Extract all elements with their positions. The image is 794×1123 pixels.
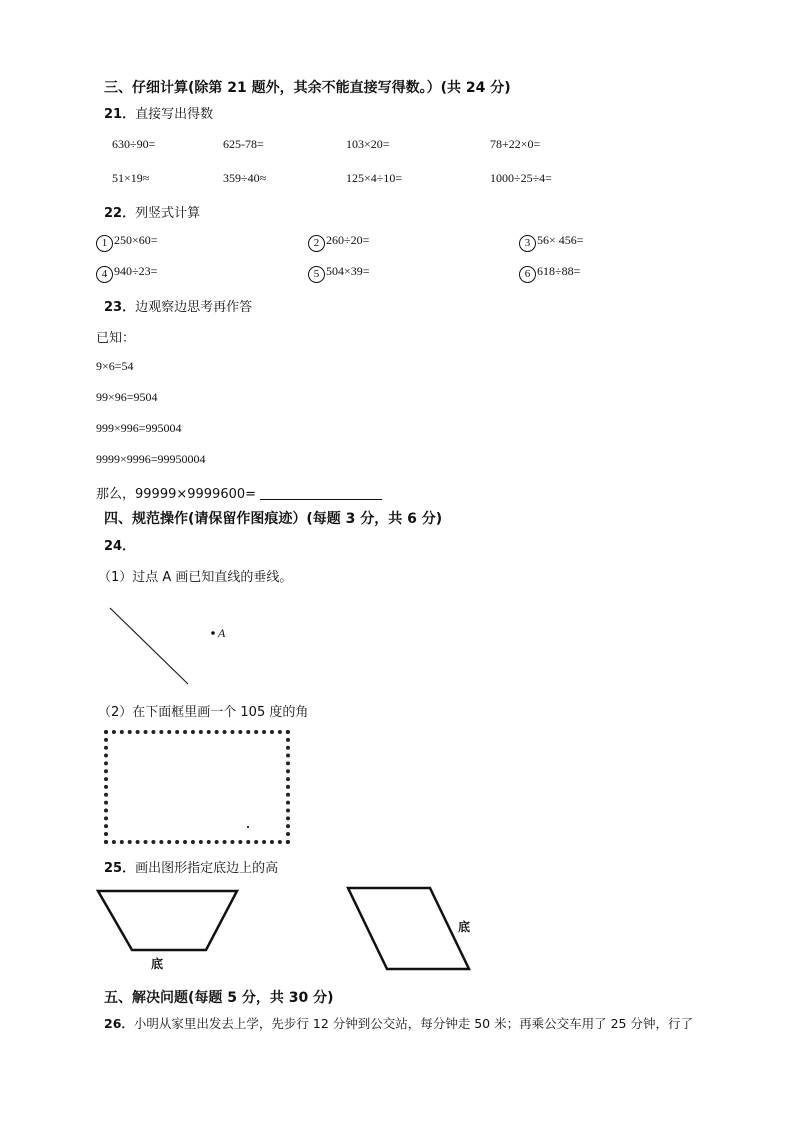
q24-part-1: （1）过点 A 画已知直线的垂线。 xyxy=(98,570,293,585)
q21-r2-c1: 51×19≈ xyxy=(112,171,150,185)
answer-blank[interactable] xyxy=(260,487,382,500)
q21-r1-c4: 78+22×0= xyxy=(490,137,541,151)
q23-line-4: 9999×9996=99950004 xyxy=(96,452,206,466)
q23-question-text: 那么，99999×9999600= xyxy=(96,487,257,502)
q21-r1-c3: 103×20= xyxy=(346,137,390,151)
q22-expr-4: 940÷23= xyxy=(114,264,158,278)
stray-dot xyxy=(247,826,249,828)
q23-question xyxy=(96,483,382,502)
section-5-title: 五、解决问题(每题 5 分，共 30 分) xyxy=(104,990,334,1006)
q23-line-1: 9×6=54 xyxy=(96,359,134,373)
section-4-title: 四、规范操作(请保留作图痕迹）(每题 3 分，共 6 分) xyxy=(104,511,443,527)
q21-heading xyxy=(104,103,213,122)
circled-number-6: 6 xyxy=(519,266,536,283)
q24-number: 24． xyxy=(104,539,136,554)
q21-r2-c2: 359÷40≈ xyxy=(223,171,267,185)
q23-number: 23． xyxy=(104,300,136,315)
angle-drawing-box[interactable] xyxy=(104,730,290,844)
circled-number-2: 2 xyxy=(308,235,325,252)
q22-expr-6: 618÷88= xyxy=(537,264,581,278)
q22-expr-3: 56× 456= xyxy=(537,233,584,247)
q22-item-3 xyxy=(519,233,584,252)
q23-heading xyxy=(104,296,252,315)
q22-number: 22． xyxy=(104,206,136,221)
q23-line-2: 99×96=9504 xyxy=(96,390,158,404)
line-and-point-figure xyxy=(100,600,250,690)
q21-r2-c4: 1000÷25÷4= xyxy=(490,171,552,185)
q23-title: 边观察边思考再作答 xyxy=(135,300,253,315)
trapezoid-base-label: 底 xyxy=(151,957,164,971)
point-a-label: A xyxy=(218,626,226,640)
q22-expr-2: 260÷20= xyxy=(326,233,370,247)
q22-item-4 xyxy=(96,264,157,283)
q24-part-2: （2）在下面框里画一个 105 度的角 xyxy=(98,705,309,720)
q21-title: 直接写出得数 xyxy=(135,107,214,122)
given-line xyxy=(110,608,188,684)
q22-item-1 xyxy=(96,233,158,252)
circled-number-4: 4 xyxy=(96,266,113,283)
circled-number-1: 1 xyxy=(96,235,113,252)
q26-body: 小明从家里出发去上学，先步行 12 分钟到公交站，每分钟走 50 米；再乘公交车用了 25 分钟，行了 xyxy=(133,1016,693,1031)
q22-item-2 xyxy=(308,233,369,252)
q25-number: 25． xyxy=(104,861,136,876)
q25-heading xyxy=(104,857,278,876)
circled-number-5: 5 xyxy=(308,266,325,283)
q21-number: 21． xyxy=(104,107,136,122)
q26-number: 26． xyxy=(104,1016,134,1031)
q23-line-3: 999×996=995004 xyxy=(96,421,182,435)
q22-expr-5: 504×39= xyxy=(326,264,370,278)
q22-heading xyxy=(104,202,200,221)
q21-r2-c3: 125×4÷10= xyxy=(346,171,403,185)
q21-r1-c1: 630÷90= xyxy=(112,137,156,151)
parallelogram-shape xyxy=(348,888,469,969)
section-3-title: 三、仔细计算(除第 21 题外，其余不能直接写得数。）(共 24 分) xyxy=(104,80,511,96)
trapezoid-shape xyxy=(98,891,237,950)
parallelogram-base-label: 底 xyxy=(458,920,471,934)
circled-number-3: 3 xyxy=(519,235,536,252)
q25-title: 画出图形指定底边上的高 xyxy=(135,861,279,876)
q22-expr-1: 250×60= xyxy=(114,233,158,247)
q26-text xyxy=(104,1014,693,1032)
q22-item-6 xyxy=(519,264,580,283)
q21-r1-c2: 625-78= xyxy=(223,137,264,151)
q22-title: 列竖式计算 xyxy=(135,206,201,221)
point-a xyxy=(211,631,215,635)
q22-item-5 xyxy=(308,264,370,283)
q23-known: 已知： xyxy=(96,331,136,346)
